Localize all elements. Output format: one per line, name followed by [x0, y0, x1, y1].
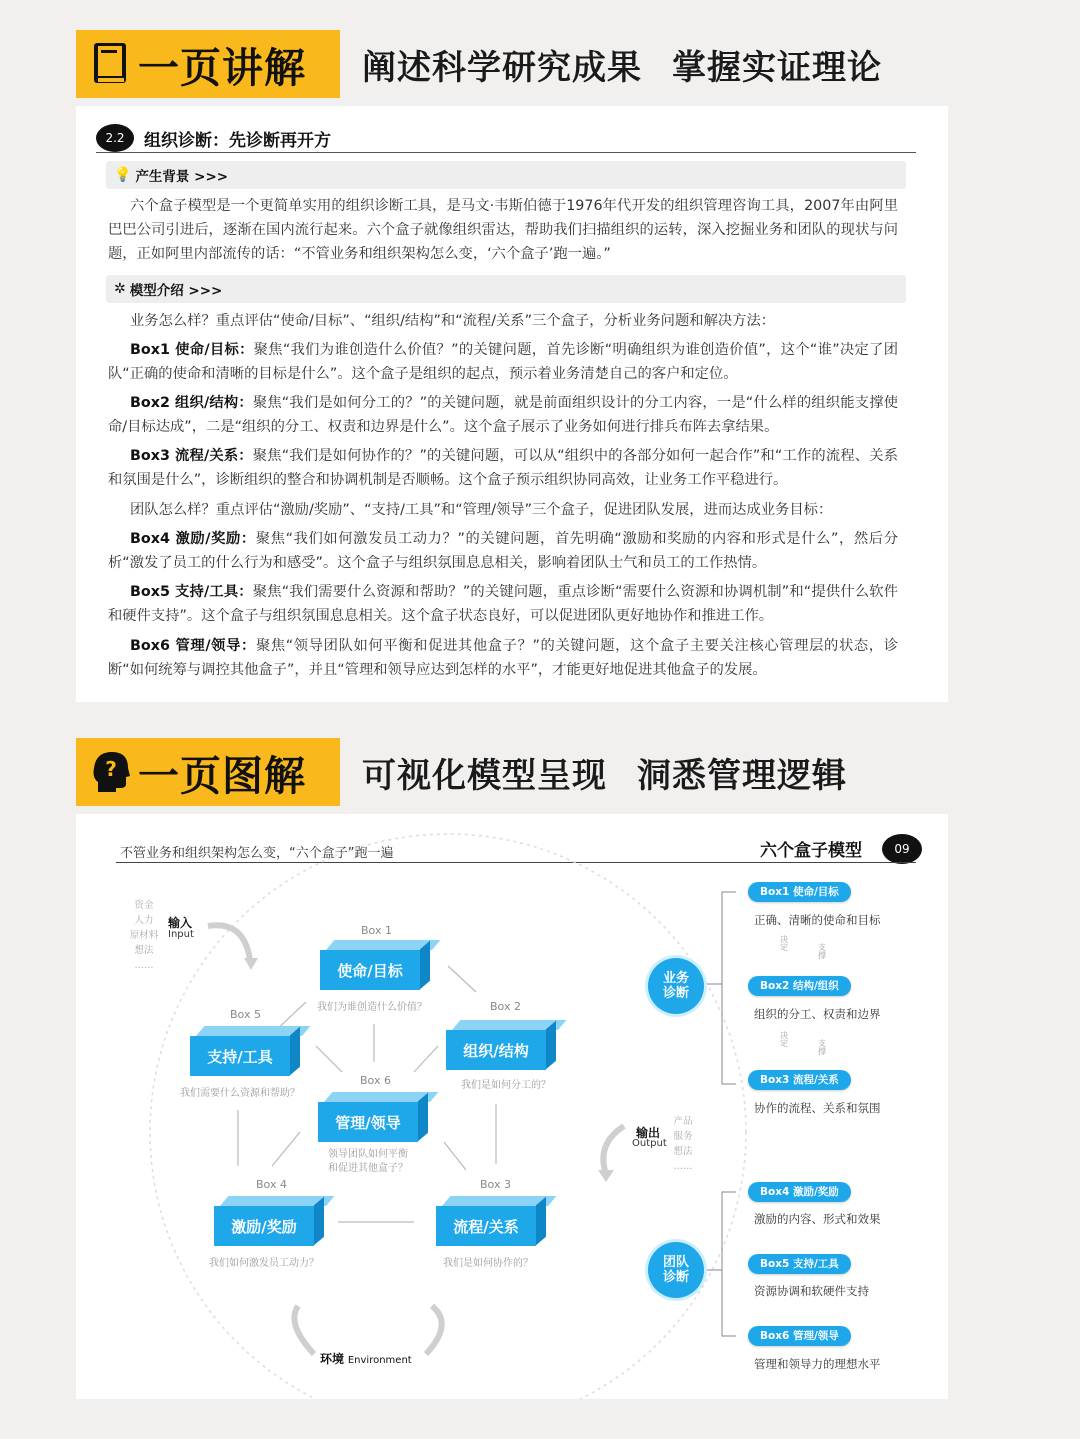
box5-name: 支持/工具: [190, 1036, 290, 1076]
right-brackets: [706, 892, 736, 1336]
output-items: 产品 服务 想法 ……: [673, 1116, 693, 1172]
right-pill-box3: Box3 流程/关系: [748, 1070, 851, 1090]
section1-title-block: [76, 30, 340, 98]
right-pill-box1: Box1 使命/目标: [748, 882, 851, 902]
box2-name: 组织/结构: [446, 1030, 546, 1070]
support-label-2: 支撑: [818, 1039, 826, 1056]
svg-text:?: ?: [105, 757, 117, 781]
right-pill-box5: Box5 支持/工具: [748, 1254, 851, 1274]
box3-name: 流程/关系: [436, 1206, 536, 1246]
thinking-head-icon: [90, 748, 132, 796]
box1-question: 我们为谁创造什么价值？: [317, 1002, 427, 1013]
box6-name: 管理/领导: [318, 1102, 418, 1142]
environment-circle: [150, 834, 746, 1399]
diagram-tagline: 不管业务和组织架构怎么变，“六个盒子”跑一遍: [120, 846, 394, 861]
right-desc-box2: 组织的分工、权责和边界: [754, 1007, 881, 1021]
output-arrowhead: [598, 1170, 614, 1182]
box5-question: 我们需要什么资源和帮助？: [180, 1088, 300, 1099]
output-arrow: [603, 1126, 624, 1174]
box2-paragraph: Box2 组织/结构：聚焦“我们是如何分工的？”的关键问题，就是前面组织设计的分工内容，一是“什么样的组织能支撑使命/目标达成”，二是“组织的分工、权责和边界是什么”。这个盒子展示了业务如何进行排兵布阵去拿结果。: [108, 395, 898, 435]
support-label-1: 支撑: [818, 943, 826, 960]
output-label-en: Output: [632, 1138, 667, 1149]
team-intro: 团队怎么样？重点评估“激励/奖励”、“支持/工具”和“管理/领导”三个盒子，促进团队发展，进而达成业务目标：: [130, 502, 833, 518]
asterisk-icon: ✲: [114, 281, 126, 297]
box6-paragraph: Box6 管理/领导：聚焦“领导团队如何平衡和促进其他盒子？”的关键问题，这个盒子主要关注核心管理层的状态，诊断“如何统筹与调控其他盒子”，并且“管理和领导应达到怎样的水平”，才能更好地促进其他盒子的发展。: [108, 638, 898, 678]
book-icon: [90, 40, 132, 88]
team-diagnosis-circle: 团队 诊断: [648, 1242, 704, 1298]
article-number-badge: 2.2: [96, 124, 134, 152]
box4-paragraph: Box4 激励/奖励：聚焦“我们如何激发员工动力？”的关键问题，首先明确“激励和奖励的内容和形式是什么”，然后分析“激发了员工的什么行为和感受”。这个盒子与组织氛围息息相关，影响着团队士气和员工的工作热情。: [108, 531, 898, 571]
article-title: 组织诊断：先诊断再开方: [144, 131, 331, 151]
right-desc-box1: 正确、清晰的使命和目标: [754, 913, 881, 927]
lightbulb-icon: 💡: [114, 167, 132, 183]
background-paragraph: 六个盒子模型是一个更简单实用的组织诊断工具，是马文·韦斯伯德于1976年代开发的组织管理咨询工具，2007年由阿里巴巴公司引进后，逐渐在国内流行起来。六个盒子就像组织雷达，帮助我们扫描组织的运转，深入挖掘业务和团队的现状与问题，正如阿里内部流传的话：“不管业务和组织架构怎么变，‘六个盒子’跑一遍。”: [108, 198, 898, 262]
box5-paragraph: Box5 支持/工具：聚焦“我们需要什么资源和帮助？”的关键问题，重点诊断“需要什么资源和协调机制”和“提供什么软件和硬件支持”。这个盒子与组织氛围息息相关。这个盒子状态良好，可以促进团队更好地协作和推进工作。: [108, 584, 899, 624]
business-diagnosis-circle: 业务 诊断: [648, 958, 704, 1014]
box5-id: Box 5: [230, 1008, 261, 1021]
input-arrow: [208, 925, 250, 960]
box1-paragraph: Box1 使命/目标：聚焦“我们为谁创造什么价值？”的关键问题，首先诊断“明确组织为谁创造价值”，这个“谁”决定了团队“正确的使命和清晰的目标是什么”。这个盒子是组织的起点，预示着业务清楚自己的客户和定位。: [108, 342, 899, 382]
box4-id: Box 4: [256, 1178, 287, 1191]
diagram-title: 六个盒子模型: [760, 841, 862, 861]
environment-label: 环境 Environment: [320, 1352, 412, 1366]
box4-question: 我们如何激发员工动力？: [209, 1258, 319, 1269]
input-arrowhead: [244, 958, 258, 970]
input-items: 资金 人力 原材料 想法 ……: [129, 900, 159, 971]
input-label-cn: 输入: [168, 916, 193, 930]
section1-subtitle: 阐述科学研究成果 掌握实证理论: [362, 47, 882, 88]
right-pill-box2: Box2 结构/组织: [748, 976, 851, 996]
box1-id: Box 1: [361, 924, 392, 937]
output-label-cn: 输出: [636, 1126, 661, 1140]
box6-id: Box 6: [360, 1074, 391, 1087]
input-label-en: Input: [168, 929, 194, 940]
box6-question: 领导团队如何平衡 和促进其他盒子？: [328, 1149, 408, 1174]
box3-id: Box 3: [480, 1178, 511, 1191]
intro-heading-bar: ✲ 模型介绍 >>>: [106, 275, 906, 303]
title-divider: [96, 152, 916, 153]
right-pill-box6: Box6 管理/领导: [748, 1326, 851, 1346]
diagram-panel: [76, 814, 948, 1399]
box3-question: 我们是如何协作的？: [443, 1258, 533, 1269]
env-left-arrow: [294, 1306, 314, 1354]
box4-name: 激励/奖励: [214, 1206, 314, 1246]
section2-title-block: [76, 738, 340, 806]
decide-label-2: 决定: [780, 1031, 788, 1048]
diagram-number-badge: 09: [882, 834, 922, 864]
section2-header: [76, 738, 877, 806]
box2-id: Box 2: [490, 1000, 521, 1013]
background-heading-bar: 💡 产生背景 >>>: [106, 161, 906, 189]
right-pill-box4: Box4 激励/奖励: [748, 1182, 851, 1202]
right-desc-box6: 管理和领导力的理想水平: [754, 1357, 881, 1371]
section2-subtitle: 可视化模型呈现 洞悉管理逻辑: [362, 755, 847, 796]
business-intro: 业务怎么样？重点评估“使命/目标”、“组织/结构”和“流程/关系”三个盒子，分析业务问题和解决方法：: [130, 313, 776, 329]
box1-name: 使命/目标: [320, 950, 420, 990]
env-right-arrow: [426, 1306, 442, 1354]
section2-title: 一页图解: [138, 751, 306, 800]
section1-title: 一页讲解: [138, 43, 306, 92]
right-desc-box3: 协作的流程、关系和氛围: [754, 1101, 881, 1115]
box3-paragraph: Box3 流程/关系：聚焦“我们是如何协作的？”的关键问题，可以从“组织中的各部分如何一起合作”和“工作的流程、关系和氛围是什么”，诊断组织的整合和协调机制是否顺畅。这个盒子预示组织协同高效，让业务工作平稳进行。: [108, 448, 899, 488]
right-desc-box4: 激励的内容、形式和效果: [754, 1212, 881, 1226]
decide-label-1: 决定: [780, 935, 788, 952]
section1-header: [76, 30, 912, 98]
box2-question: 我们是如何分工的？: [461, 1080, 551, 1091]
article-panel: [76, 106, 948, 702]
right-desc-box5: 资源协调和软硬件支持: [754, 1284, 869, 1298]
